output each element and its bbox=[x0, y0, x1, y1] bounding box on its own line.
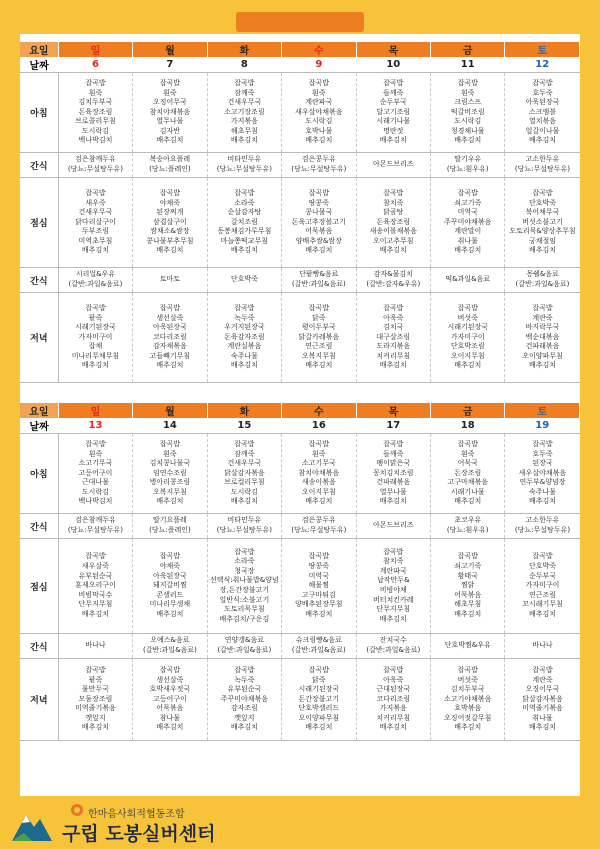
menu-items: 잡곡밥 단호박죽 북어채무국 버섯소불고기 도토리묵&양상추무침 궁채절임 배추김치 bbox=[509, 188, 576, 255]
weekday-cell: 금 bbox=[431, 403, 505, 418]
menu-items: 잡곡밥 흰죽 어묵국 돈장조림 고구마채볶음 시래기나물 배추김치 bbox=[447, 439, 489, 506]
menu-items: 단호박죽 bbox=[230, 275, 258, 284]
menu-items: 토마토 bbox=[159, 275, 181, 284]
weekday-cell: 토 bbox=[505, 42, 580, 57]
menu-cell bbox=[207, 178, 281, 268]
menu-cell bbox=[282, 539, 356, 634]
cooperative-logo-icon bbox=[70, 803, 84, 817]
menu-items: 초코우유 (당뇨:흰우유) bbox=[446, 516, 489, 534]
menu-cell bbox=[505, 268, 580, 293]
menu-items: 딸기요플레 (당뇨:플레인) bbox=[149, 516, 191, 534]
menu-cell bbox=[431, 178, 505, 268]
weekday-cell: 금 bbox=[431, 42, 505, 57]
menu-cell bbox=[505, 514, 580, 539]
menu-cell bbox=[133, 73, 207, 153]
menu-cell bbox=[207, 634, 281, 659]
menu-items: 바나나 bbox=[85, 641, 106, 650]
meal-label: 점심 bbox=[20, 178, 58, 268]
menu-items: 잡곡밥 땅콩죽 미역국 해물찜 고구마튀김 양배추된장무침 배추김치 bbox=[295, 552, 343, 618]
menu-cell bbox=[431, 268, 505, 293]
meal-label: 점심 bbox=[20, 539, 58, 634]
menu-cell bbox=[58, 514, 132, 539]
menu-cell bbox=[282, 514, 356, 539]
meal-label: 아침 bbox=[20, 73, 58, 153]
date-label: 날짜 bbox=[20, 418, 58, 434]
menu-items: 잡곡밥 들깨죽 순두부국 달고기조림 시래기나물 명란젓 배추김치 bbox=[376, 78, 411, 145]
center-name: 구립 도봉실버센터 bbox=[62, 823, 216, 845]
menu-items: 단팥빵&음료 (갈반:과일&음료) bbox=[291, 270, 346, 288]
menu-cell bbox=[207, 539, 281, 634]
menu-items: 검은참깨두유 (당뇨:무설탕두유) bbox=[67, 516, 124, 534]
menu-items: 잡곡밥 아욱죽 김치국 대구살조림 도라지볶음 치커리무침 배추김치 bbox=[376, 303, 411, 370]
weekday-header-row bbox=[20, 403, 580, 418]
menu-items: 잡곡밥 새우살죽 유부된순국 훈제오리구이 비빔막국수 단무지무침 배추김치 bbox=[75, 552, 116, 618]
menu-cell bbox=[133, 659, 207, 741]
menu-cell bbox=[356, 539, 430, 634]
meal-row bbox=[20, 268, 580, 293]
menu-cell bbox=[356, 153, 430, 178]
menu-cell bbox=[207, 293, 281, 383]
weekday-cell: 화 bbox=[207, 42, 281, 57]
menu-items: 잡곡밥 팥죽 물만두국 모둠장조림 미역줄기볶음 깻잎지 배추김치 bbox=[75, 665, 116, 732]
menu-cell bbox=[58, 178, 132, 268]
menu-cell bbox=[133, 539, 207, 634]
menu-items: 잡곡밥 잠깨죽 건새우무국 소고기장조림 가지볶음 해초무침 배추김치 bbox=[224, 78, 265, 145]
menu-cell bbox=[505, 153, 580, 178]
menu-cell bbox=[505, 73, 580, 153]
menu-items: 고소한두유 (당뇨:무설탕두유) bbox=[514, 155, 571, 173]
menu-cell bbox=[282, 293, 356, 383]
menu-items: 딸기우유 (당뇨:흰우유) bbox=[446, 155, 489, 173]
menu-items: 잡곡밥 쇠고기죽 황태국 찜닭 어묵볶음 해초무침 배추김치 bbox=[454, 552, 482, 618]
menu-items: 검은참깨두유 (당뇨:무설탕두유) bbox=[67, 155, 124, 173]
menu-items: 잡곡밥 흰죽 크림스프 떡갈비조림 도시락김 청경채나물 배추김치 bbox=[450, 78, 485, 145]
menu-cell bbox=[282, 268, 356, 293]
menu-items: 잡곡밥 생선살죽 호박새우젓국 고등어구이 어묵볶음 참나물 배추김치 bbox=[149, 665, 191, 732]
menu-items: 잡곡밥 소라죽 청국장 선택식:취나물밥&양념장,돈간장불고기 일반식:소불고기 도토리묵무침 배추김치/구운김 bbox=[210, 547, 279, 623]
date-cell: 15 bbox=[207, 418, 281, 434]
date-row bbox=[20, 418, 580, 434]
meal-label: 간식 bbox=[20, 634, 58, 659]
menu-cell bbox=[133, 434, 207, 514]
menu-items: 잡곡밥 흰죽 김치콩나물국 임연수조림 병아리콩조림 오복지무침 배추김치 bbox=[149, 439, 191, 506]
menu-items: 잡곡밥 호두죽 된장국 새우살야채볶음 연두부&양념장 숙주나물 배추김치 bbox=[518, 439, 567, 506]
menu-items: 떡&과일&음료 bbox=[445, 275, 491, 284]
menu-items: 아몬드브리즈 bbox=[372, 521, 414, 530]
menu-cell bbox=[282, 153, 356, 178]
menu-cell bbox=[356, 73, 430, 153]
menu-items: 잡곡밥 참치죽 계란파국 납작만두& 비빔야채 버터치킨카레 단무지무침 배추김치 bbox=[372, 547, 414, 623]
menu-items: 잡곡밥 버섯죽 김치두부국 소고기야채볶음 호박볶음 오징어젓갈무침 배추김치 bbox=[444, 665, 492, 732]
title-tab bbox=[236, 12, 364, 32]
date-cell: 11 bbox=[431, 57, 505, 73]
date-cell: 6 bbox=[58, 57, 132, 73]
menu-cell bbox=[282, 73, 356, 153]
menu-cell bbox=[282, 659, 356, 741]
menu-items: 잡곡밥 야채죽 아욱된장국 돼지갈비찜 콘샐러드 미나리무생채 배추김치 bbox=[149, 552, 191, 618]
menu-items: 잡곡밥 닭죽 시래기된장국 돈간장불고기 단호박샐러드 오이양파무침 배추김치 bbox=[298, 665, 340, 732]
menu-items: 잡곡밥 단호박죽 순두부국 가자미구이 연근조림 꼬시래기무침 배추김치 bbox=[522, 552, 563, 618]
menu-cell bbox=[431, 153, 505, 178]
menu-items: 잡곡밥 흰죽 소고기무국 고등어구이 근대나물 도시락김 백나박김치 bbox=[78, 439, 113, 506]
menu-cell bbox=[431, 293, 505, 383]
menu-cell bbox=[356, 514, 430, 539]
menu-items: 잡곡밥 흰죽 계란파국 새우살야채볶음 도시락김 호박나물 배추김치 bbox=[295, 78, 343, 145]
menu-cell bbox=[58, 293, 132, 383]
menu-items: 잡곡밥 녹두죽 유부된순국 주꾸미야채볶음 감자조림 깻잎지 배추김치 bbox=[220, 665, 269, 732]
menu-cell bbox=[282, 634, 356, 659]
weekday-cell: 월 bbox=[133, 42, 207, 57]
menu-cell bbox=[356, 659, 430, 741]
menu-items: 잡곡밥 잠깨죽 건새우무국 닭살감자볶음 브로컬리무침 도시락김 배추김치 bbox=[224, 439, 265, 506]
weekday-cell: 일 bbox=[58, 42, 132, 57]
date-cell: 10 bbox=[356, 57, 430, 73]
menu-items: 감자&물김치 (갈반:감자&우유) bbox=[366, 270, 421, 288]
mountain-logo-icon bbox=[10, 805, 54, 843]
menu-items: 복숭아요플레 (당뇨:플레인) bbox=[149, 155, 191, 173]
menu-cell bbox=[356, 178, 430, 268]
menu-cell bbox=[133, 634, 207, 659]
meal-label: 저녁 bbox=[20, 659, 58, 741]
meal-label: 아침 bbox=[20, 434, 58, 514]
menu-cell bbox=[356, 434, 430, 514]
meal-label: 간식 bbox=[20, 514, 58, 539]
menu-cell bbox=[505, 634, 580, 659]
menu-items: 검은콩두유 (당뇨:무설탕두유) bbox=[291, 155, 347, 173]
weekday-cell: 수 bbox=[282, 403, 356, 418]
menu-cell bbox=[431, 73, 505, 153]
meal-label: 간식 bbox=[20, 268, 58, 293]
menu-cell bbox=[133, 514, 207, 539]
meal-row bbox=[20, 178, 580, 268]
menu-cell bbox=[207, 73, 281, 153]
menu-cell bbox=[431, 659, 505, 741]
menu-cell bbox=[282, 434, 356, 514]
menu-items: 연양갱&음료 (갈반:과일&음료) bbox=[217, 636, 272, 654]
menu-items: 고소한두유 (당뇨:무설탕두유) bbox=[514, 516, 571, 534]
menu-items: 잡곡밥 흰죽 김치두부국 돈육장조림 브로콜리무침 도시락김 백나박김치 bbox=[75, 78, 116, 145]
menu-items: 시리얼&우유 (갈반:과일&음료) bbox=[68, 270, 123, 288]
menu-cell bbox=[356, 634, 430, 659]
meal-row bbox=[20, 153, 580, 178]
menu-items: 몽쉘&음료 (갈반:과일&음료) bbox=[515, 270, 570, 288]
menu-cell bbox=[505, 178, 580, 268]
weekday-label: 요일 bbox=[20, 42, 58, 57]
date-cell: 8 bbox=[207, 57, 281, 73]
menu-cell bbox=[431, 434, 505, 514]
menu-items: 잡곡밥 닭죽 평이두부국 닭갈카레볶음 연근조림 오복지무침 배추김치 bbox=[298, 303, 340, 370]
menu-items: 잡곡밥 새우죽 건새우무국 닭다리살구이 두부조림 미역초무침 배추김치 bbox=[75, 188, 116, 255]
menu-items: 아몬드브리즈 bbox=[372, 160, 414, 169]
weekday-cell: 수 bbox=[282, 42, 356, 57]
menu-items: 비타민두유 (당뇨:무설탕두유) bbox=[216, 516, 272, 534]
menu-cell bbox=[356, 293, 430, 383]
week-menu-table bbox=[20, 403, 580, 741]
menu-items: 잡곡밥 야채죽 된장찌개 삼겹살구이 쌈채소&쌈장 콩나물부추무침 배추김치 bbox=[146, 188, 194, 255]
menu-items: 단호박찜&우유 bbox=[444, 641, 491, 650]
menu-items: 잡곡밥 계란죽 바지락무국 백순대볶음 건파래볶음 오이양파무침 배추김치 bbox=[522, 303, 563, 370]
menu-items: 잡곡밥 들깨죽 팽이맑은국 꽁치김치조림 건파래볶음 열무나물 배추김치 bbox=[372, 439, 414, 506]
menu-items: 비타민두유 (당뇨:무설탕두유) bbox=[216, 155, 272, 173]
menu-cell bbox=[58, 268, 132, 293]
menu-items: 잡곡밥 흰죽 소고기무국 참치야채볶음 새송이볶음 오이지무침 배추김치 bbox=[298, 439, 340, 506]
menu-cell bbox=[58, 539, 132, 634]
menu-items: 잡곡밥 소라죽 순살감자탕 갈치조림 동봉채김가루무침 마늘쫑떡교무침 배추김치 bbox=[217, 188, 272, 255]
menu-items: 잡곡밥 참치죽 닭곰탕 돈육장조림 새송이볼채볶음 오이고추무침 배추김치 bbox=[369, 188, 417, 255]
menu-cell bbox=[207, 153, 281, 178]
menu-cell bbox=[431, 514, 505, 539]
date-cell: 17 bbox=[356, 418, 430, 434]
weekday-cell: 일 bbox=[58, 403, 132, 418]
menu-items: 잡곡밥 쇠고기죽 미역국 주꾸미야채볶음 계란말이 취나물 배추김치 bbox=[444, 188, 492, 255]
menu-cell bbox=[505, 434, 580, 514]
menu-cell bbox=[58, 434, 132, 514]
date-cell: 9 bbox=[282, 57, 356, 73]
footer bbox=[0, 799, 600, 849]
weekday-cell: 목 bbox=[356, 403, 430, 418]
date-cell: 16 bbox=[282, 418, 356, 434]
menu-cell bbox=[207, 268, 281, 293]
weekday-cell: 목 bbox=[356, 42, 430, 57]
organization-name: 한마음사회적협동조합 bbox=[88, 809, 185, 820]
menu-cell bbox=[58, 73, 132, 153]
date-cell: 12 bbox=[505, 57, 580, 73]
menu-items: 잡곡밥 팥죽 시래기된장국 가자미구이 잡채 미나리무채무침 배추김치 bbox=[71, 303, 120, 370]
menu-cell bbox=[207, 659, 281, 741]
menu-items: 잡곡밥 계란죽 오징어무국 닭살감자볶음 미역줄기볶음 취나물 배추김치 bbox=[522, 665, 563, 732]
menu-items: 잡곡밥 녹두죽 우거지된장국 돈육감자조림 계란실볶음 숙주나물 배추김치 bbox=[224, 303, 265, 370]
menu-items: 바나나 bbox=[532, 641, 553, 650]
menu-items: 오예스&음료 (갈반:과일&음료) bbox=[142, 636, 197, 654]
menu-cell bbox=[58, 659, 132, 741]
menu-cell bbox=[58, 153, 132, 178]
menu-cell bbox=[133, 153, 207, 178]
weekday-cell: 월 bbox=[133, 403, 207, 418]
meal-row bbox=[20, 514, 580, 539]
menu-items: 잡곡밥 땅콩죽 콩나물국 돈육고추장볼고기 어묵볶음 양배추쌈&쌈장 배추김치 bbox=[291, 188, 346, 255]
menu-sheet bbox=[20, 34, 580, 796]
date-cell: 13 bbox=[58, 418, 132, 434]
menu-items: 잡곡밥 호두죽 아욱된장국 스크램블 열치볶음 얼갈이나물 배추김치 bbox=[525, 78, 560, 145]
menu-items: 잔치국수 (갈반:과일&음료) bbox=[366, 636, 421, 654]
week-menu-table bbox=[20, 42, 580, 383]
menu-cell bbox=[282, 178, 356, 268]
meal-row bbox=[20, 293, 580, 383]
weekday-cell: 화 bbox=[207, 403, 281, 418]
menu-cell bbox=[133, 293, 207, 383]
menu-cell bbox=[505, 539, 580, 634]
menu-items: 검은콩두유 (당뇨:무설탕두유) bbox=[291, 516, 347, 534]
weekday-cell: 토 bbox=[505, 403, 580, 418]
menu-items: 슈크림빵&음료 (갈반:과일&음료) bbox=[291, 636, 346, 654]
date-cell: 18 bbox=[431, 418, 505, 434]
date-row bbox=[20, 57, 580, 73]
meal-row bbox=[20, 73, 580, 153]
weekday-header-row bbox=[20, 42, 580, 57]
date-label: 날짜 bbox=[20, 57, 58, 73]
menu-cell bbox=[133, 178, 207, 268]
menu-items: 잡곡밥 생선살죽 아욱된장국 코다리조림 감자채볶음 고들빼기무침 배추김치 bbox=[149, 303, 191, 370]
weekday-label: 요일 bbox=[20, 403, 58, 418]
menu-cell bbox=[207, 514, 281, 539]
meal-row bbox=[20, 659, 580, 741]
menu-cell bbox=[58, 634, 132, 659]
menu-cell bbox=[505, 293, 580, 383]
menu-cell bbox=[133, 268, 207, 293]
date-cell: 19 bbox=[505, 418, 580, 434]
menu-items: 잡곡밥 버섯죽 시래기된장국 가자미구이 단호박조림 오이지무침 배추김치 bbox=[447, 303, 489, 370]
meal-row bbox=[20, 434, 580, 514]
menu-cell bbox=[356, 268, 430, 293]
meal-label: 간식 bbox=[20, 153, 58, 178]
menu-items: 잡곡밥 아욱죽 근대된장국 코다리조림 가지볶음 치커리무침 배추김치 bbox=[376, 665, 411, 732]
menu-cell bbox=[505, 659, 580, 741]
menu-cell bbox=[207, 434, 281, 514]
date-cell: 7 bbox=[133, 57, 207, 73]
date-cell: 14 bbox=[133, 418, 207, 434]
menu-cell bbox=[431, 539, 505, 634]
meal-row bbox=[20, 634, 580, 659]
meal-label: 저녁 bbox=[20, 293, 58, 383]
menu-cell bbox=[431, 634, 505, 659]
menu-items: 잡곡밥 흰죽 오징어무국 참치야채볶음 열무나물 김자반 배추김치 bbox=[149, 78, 191, 145]
meal-row bbox=[20, 539, 580, 634]
